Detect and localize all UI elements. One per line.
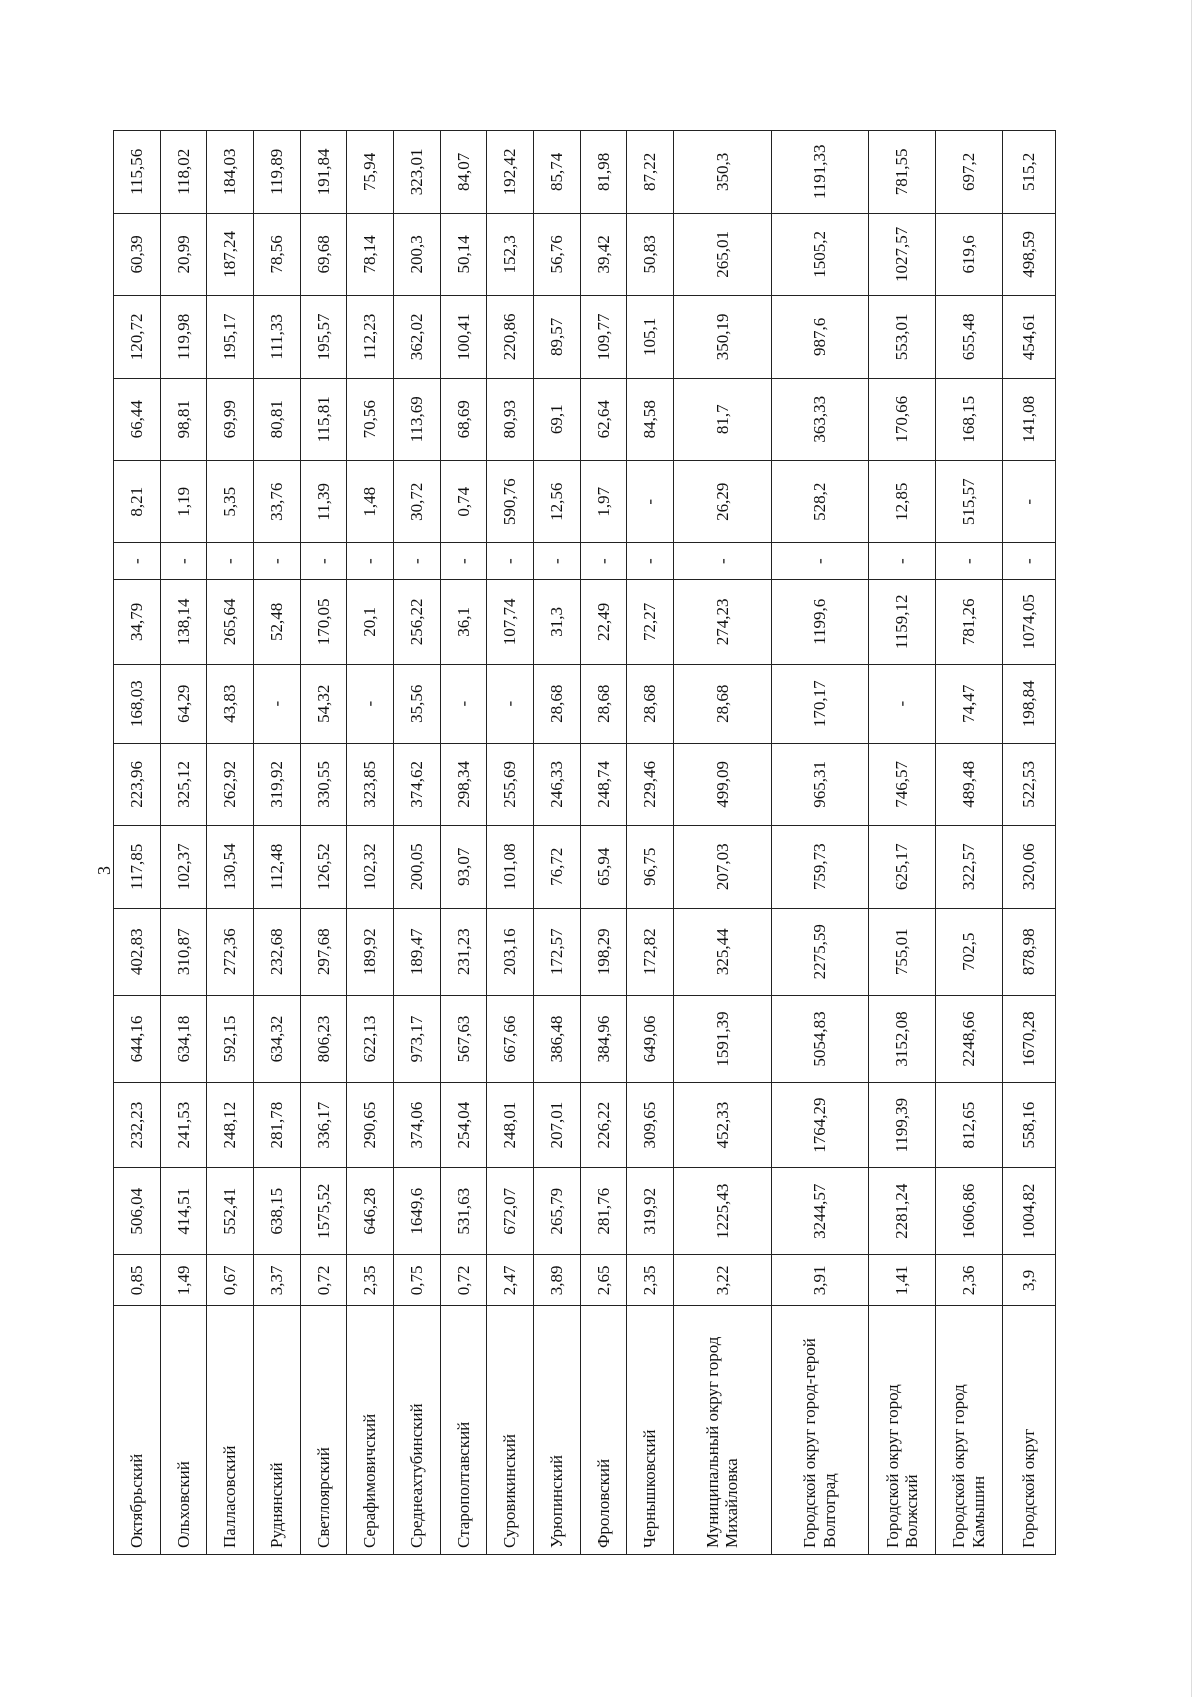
value-cell: 80,81 xyxy=(254,378,301,460)
value-cell: 452,33 xyxy=(674,1083,772,1168)
value-cell: - xyxy=(300,543,347,579)
value-cell: 126,52 xyxy=(300,826,347,908)
value-cell: - xyxy=(936,543,1003,579)
value-cell: 112,48 xyxy=(254,826,301,908)
value-cell: 69,68 xyxy=(300,213,347,295)
value-cell: - xyxy=(627,461,674,543)
value-cell: 590,76 xyxy=(487,461,534,543)
value-cell: 1225,43 xyxy=(674,1168,772,1255)
value-cell: 697,2 xyxy=(936,131,1003,214)
value-cell: 87,22 xyxy=(627,131,674,214)
table-row xyxy=(869,131,936,1555)
value-cell: - xyxy=(487,543,534,579)
value-cell: 203,16 xyxy=(487,908,534,995)
value-cell: - xyxy=(347,664,394,743)
table-row xyxy=(394,131,441,1555)
value-cell: 336,17 xyxy=(300,1083,347,1168)
value-cell: 1199,39 xyxy=(869,1083,936,1168)
value-cell: 1,19 xyxy=(160,461,207,543)
value-cell: 60,39 xyxy=(114,213,161,295)
table-row xyxy=(1002,131,1055,1555)
value-cell: 634,32 xyxy=(254,995,301,1082)
value-cell: 634,18 xyxy=(160,995,207,1082)
value-cell: 130,54 xyxy=(207,826,254,908)
value-cell: 3,91 xyxy=(771,1255,869,1306)
value-cell: 184,03 xyxy=(207,131,254,214)
value-cell: 5054,83 xyxy=(771,995,869,1082)
value-cell: 198,84 xyxy=(1002,664,1055,743)
value-cell: 246,33 xyxy=(534,743,581,825)
value-cell: 1074,05 xyxy=(1002,579,1055,664)
value-cell: 198,29 xyxy=(580,908,627,995)
table-wrapper xyxy=(113,130,1056,1555)
value-cell: 76,72 xyxy=(534,826,581,908)
value-cell: 965,31 xyxy=(771,743,869,825)
value-cell: 11,39 xyxy=(300,461,347,543)
value-cell: 226,22 xyxy=(580,1083,627,1168)
value-cell: 3,22 xyxy=(674,1255,772,1306)
page-number: 3 xyxy=(94,866,114,875)
table-row xyxy=(580,131,627,1555)
value-cell: 1191,33 xyxy=(771,131,869,214)
value-cell: 646,28 xyxy=(347,1168,394,1255)
value-cell: 2248,66 xyxy=(936,995,1003,1082)
value-cell: - xyxy=(254,543,301,579)
value-cell: 1764,29 xyxy=(771,1083,869,1168)
table-row xyxy=(771,131,869,1555)
value-cell: 625,17 xyxy=(869,826,936,908)
value-cell: 746,57 xyxy=(869,743,936,825)
value-cell: 3152,08 xyxy=(869,995,936,1082)
value-cell: 3,9 xyxy=(1002,1255,1055,1306)
value-cell: 36,1 xyxy=(440,579,487,664)
value-cell: 28,68 xyxy=(580,664,627,743)
value-cell: - xyxy=(440,543,487,579)
value-cell: - xyxy=(487,664,534,743)
value-cell: 195,17 xyxy=(207,296,254,378)
value-cell: 112,23 xyxy=(347,296,394,378)
value-cell: 84,58 xyxy=(627,378,674,460)
value-cell: 22,49 xyxy=(580,579,627,664)
value-cell: 12,56 xyxy=(534,461,581,543)
value-cell: - xyxy=(674,543,772,579)
value-cell: 322,57 xyxy=(936,826,1003,908)
value-cell: - xyxy=(1002,543,1055,579)
value-cell: 323,01 xyxy=(394,131,441,214)
value-cell: 28,68 xyxy=(627,664,674,743)
value-cell: 2,65 xyxy=(580,1255,627,1306)
region-name-cell: Городской округ город Камышин xyxy=(936,1306,1003,1555)
region-name-cell: Руднянский xyxy=(254,1306,301,1555)
value-cell: 232,23 xyxy=(114,1083,161,1168)
value-cell: 265,64 xyxy=(207,579,254,664)
value-cell: 223,96 xyxy=(114,743,161,825)
region-name-cell: Старополтавский xyxy=(440,1306,487,1555)
value-cell: 115,56 xyxy=(114,131,161,214)
value-cell: - xyxy=(1002,461,1055,543)
value-cell: 781,55 xyxy=(869,131,936,214)
value-cell: 592,15 xyxy=(207,995,254,1082)
value-cell: 101,08 xyxy=(487,826,534,908)
value-cell: 281,78 xyxy=(254,1083,301,1168)
table-row xyxy=(254,131,301,1555)
value-cell: 117,85 xyxy=(114,826,161,908)
table-row xyxy=(936,131,1003,1555)
value-cell: 30,72 xyxy=(394,461,441,543)
value-cell: 2,35 xyxy=(347,1255,394,1306)
region-name-cell: Палласовский xyxy=(207,1306,254,1555)
value-cell: 31,3 xyxy=(534,579,581,664)
value-cell: 2,47 xyxy=(487,1255,534,1306)
value-cell: - xyxy=(254,664,301,743)
value-cell: 80,93 xyxy=(487,378,534,460)
value-cell: 781,26 xyxy=(936,579,1003,664)
value-cell: 68,69 xyxy=(440,378,487,460)
value-cell: 78,14 xyxy=(347,213,394,295)
region-name-cell: Ольховский xyxy=(160,1306,207,1555)
value-cell: 189,47 xyxy=(394,908,441,995)
value-cell: 319,92 xyxy=(627,1168,674,1255)
value-cell: 1649,6 xyxy=(394,1168,441,1255)
value-cell: 20,99 xyxy=(160,213,207,295)
value-cell: 363,33 xyxy=(771,378,869,460)
value-cell: 0,74 xyxy=(440,461,487,543)
value-cell: 113,69 xyxy=(394,378,441,460)
value-cell: 1027,57 xyxy=(869,213,936,295)
value-cell: 187,24 xyxy=(207,213,254,295)
value-cell: 231,23 xyxy=(440,908,487,995)
value-cell: - xyxy=(114,543,161,579)
value-cell: 2,35 xyxy=(627,1255,674,1306)
value-cell: 8,21 xyxy=(114,461,161,543)
value-cell: 1606,86 xyxy=(936,1168,1003,1255)
value-cell: 0,75 xyxy=(394,1255,441,1306)
table-row xyxy=(674,131,772,1555)
value-cell: 2281,24 xyxy=(869,1168,936,1255)
value-cell: 255,69 xyxy=(487,743,534,825)
value-cell: 119,89 xyxy=(254,131,301,214)
value-cell: 102,32 xyxy=(347,826,394,908)
value-cell: 402,83 xyxy=(114,908,161,995)
value-cell: 141,08 xyxy=(1002,378,1055,460)
value-cell: - xyxy=(869,664,936,743)
value-cell: 111,33 xyxy=(254,296,301,378)
value-cell: 170,66 xyxy=(869,378,936,460)
value-cell: 105,1 xyxy=(627,296,674,378)
value-cell: 172,57 xyxy=(534,908,581,995)
region-name-cell: Муниципальный округ город Михайловка xyxy=(674,1306,772,1555)
value-cell: - xyxy=(771,543,869,579)
value-cell: 33,76 xyxy=(254,461,301,543)
value-cell: 454,61 xyxy=(1002,296,1055,378)
value-cell: 265,01 xyxy=(674,213,772,295)
value-cell: 3,89 xyxy=(534,1255,581,1306)
value-cell: 384,96 xyxy=(580,995,627,1082)
value-cell: 531,63 xyxy=(440,1168,487,1255)
value-cell: 3,37 xyxy=(254,1255,301,1306)
value-cell: 118,02 xyxy=(160,131,207,214)
scan-edge-line xyxy=(1191,0,1192,1697)
value-cell: 0,72 xyxy=(300,1255,347,1306)
value-cell: 72,27 xyxy=(627,579,674,664)
value-cell: 973,17 xyxy=(394,995,441,1082)
value-cell: 1670,28 xyxy=(1002,995,1055,1082)
value-cell: 1505,2 xyxy=(771,213,869,295)
value-cell: 84,07 xyxy=(440,131,487,214)
value-cell: - xyxy=(580,543,627,579)
value-cell: 54,32 xyxy=(300,664,347,743)
value-cell: 65,94 xyxy=(580,826,627,908)
value-cell: 69,1 xyxy=(534,378,581,460)
value-cell: 638,15 xyxy=(254,1168,301,1255)
value-cell: 297,68 xyxy=(300,908,347,995)
value-cell: 50,83 xyxy=(627,213,674,295)
value-cell: 56,76 xyxy=(534,213,581,295)
value-cell: 26,29 xyxy=(674,461,772,543)
value-cell: 2,36 xyxy=(936,1255,1003,1306)
value-cell: 325,12 xyxy=(160,743,207,825)
value-cell: 1,48 xyxy=(347,461,394,543)
table-row xyxy=(347,131,394,1555)
value-cell: 567,63 xyxy=(440,995,487,1082)
region-name-cell: Суровикинский xyxy=(487,1306,534,1555)
value-cell: 70,56 xyxy=(347,378,394,460)
value-cell: 28,68 xyxy=(534,664,581,743)
value-cell: 622,13 xyxy=(347,995,394,1082)
value-cell: 120,72 xyxy=(114,296,161,378)
value-cell: 1004,82 xyxy=(1002,1168,1055,1255)
value-cell: 191,84 xyxy=(300,131,347,214)
value-cell: 667,66 xyxy=(487,995,534,1082)
value-cell: 248,12 xyxy=(207,1083,254,1168)
table-row xyxy=(300,131,347,1555)
value-cell: 75,94 xyxy=(347,131,394,214)
value-cell: 64,29 xyxy=(160,664,207,743)
value-cell: 248,74 xyxy=(580,743,627,825)
value-cell: 414,51 xyxy=(160,1168,207,1255)
value-cell: 0,72 xyxy=(440,1255,487,1306)
value-cell: 515,57 xyxy=(936,461,1003,543)
value-cell: 229,46 xyxy=(627,743,674,825)
value-cell: 102,37 xyxy=(160,826,207,908)
value-cell: 0,85 xyxy=(114,1255,161,1306)
value-cell: 319,92 xyxy=(254,743,301,825)
value-cell: 34,79 xyxy=(114,579,161,664)
value-cell: 138,14 xyxy=(160,579,207,664)
value-cell: 522,53 xyxy=(1002,743,1055,825)
value-cell: 552,41 xyxy=(207,1168,254,1255)
value-cell: 119,98 xyxy=(160,296,207,378)
value-cell: 320,06 xyxy=(1002,826,1055,908)
value-cell: 189,92 xyxy=(347,908,394,995)
value-cell: - xyxy=(394,543,441,579)
value-cell: 878,98 xyxy=(1002,908,1055,995)
value-cell: - xyxy=(207,543,254,579)
value-cell: 207,01 xyxy=(534,1083,581,1168)
value-cell: 39,42 xyxy=(580,213,627,295)
value-cell: 528,2 xyxy=(771,461,869,543)
value-cell: 170,17 xyxy=(771,664,869,743)
value-cell: 81,7 xyxy=(674,378,772,460)
value-cell: 323,85 xyxy=(347,743,394,825)
value-cell: 672,07 xyxy=(487,1168,534,1255)
value-cell: 644,16 xyxy=(114,995,161,1082)
value-cell: - xyxy=(347,543,394,579)
value-cell: 987,6 xyxy=(771,296,869,378)
region-name-cell: Фроловский xyxy=(580,1306,627,1555)
value-cell: 107,74 xyxy=(487,579,534,664)
value-cell: 619,6 xyxy=(936,213,1003,295)
value-cell: 74,47 xyxy=(936,664,1003,743)
value-cell: 50,14 xyxy=(440,213,487,295)
data-table xyxy=(113,130,1056,1555)
value-cell: 309,65 xyxy=(627,1083,674,1168)
value-cell: - xyxy=(869,543,936,579)
value-cell: 1159,12 xyxy=(869,579,936,664)
value-cell: 12,85 xyxy=(869,461,936,543)
value-cell: 62,64 xyxy=(580,378,627,460)
value-cell: 1,97 xyxy=(580,461,627,543)
value-cell: 330,55 xyxy=(300,743,347,825)
value-cell: 0,67 xyxy=(207,1255,254,1306)
table-row xyxy=(160,131,207,1555)
table-row xyxy=(627,131,674,1555)
value-cell: 265,79 xyxy=(534,1168,581,1255)
value-cell: 170,05 xyxy=(300,579,347,664)
value-cell: 755,01 xyxy=(869,908,936,995)
value-cell: 310,87 xyxy=(160,908,207,995)
value-cell: 35,56 xyxy=(394,664,441,743)
table-row xyxy=(440,131,487,1555)
value-cell: 5,35 xyxy=(207,461,254,543)
table-row xyxy=(534,131,581,1555)
table-row xyxy=(114,131,161,1555)
value-cell: 195,57 xyxy=(300,296,347,378)
value-cell: 78,56 xyxy=(254,213,301,295)
value-cell: 1591,39 xyxy=(674,995,772,1082)
value-cell: 220,86 xyxy=(487,296,534,378)
value-cell: 362,02 xyxy=(394,296,441,378)
region-name-cell: Урюпинский xyxy=(534,1306,581,1555)
value-cell: - xyxy=(627,543,674,579)
value-cell: 109,77 xyxy=(580,296,627,378)
value-cell: 1,49 xyxy=(160,1255,207,1306)
region-name-cell: Чернышковский xyxy=(627,1306,674,1555)
value-cell: - xyxy=(160,543,207,579)
value-cell: 553,01 xyxy=(869,296,936,378)
value-cell: 192,42 xyxy=(487,131,534,214)
value-cell: 262,92 xyxy=(207,743,254,825)
region-name-cell: Светлоярский xyxy=(300,1306,347,1555)
value-cell: 3244,57 xyxy=(771,1168,869,1255)
value-cell: 66,44 xyxy=(114,378,161,460)
value-cell: 1199,6 xyxy=(771,579,869,664)
region-name-cell: Октябрьский xyxy=(114,1306,161,1555)
value-cell: 81,98 xyxy=(580,131,627,214)
value-cell: 558,16 xyxy=(1002,1083,1055,1168)
value-cell: 172,82 xyxy=(627,908,674,995)
value-cell: 290,65 xyxy=(347,1083,394,1168)
value-cell: 248,01 xyxy=(487,1083,534,1168)
value-cell: 489,48 xyxy=(936,743,1003,825)
value-cell: 232,68 xyxy=(254,908,301,995)
value-cell: 100,41 xyxy=(440,296,487,378)
value-cell: 85,74 xyxy=(534,131,581,214)
value-cell: 350,19 xyxy=(674,296,772,378)
value-cell: 702,5 xyxy=(936,908,1003,995)
value-cell: 200,05 xyxy=(394,826,441,908)
value-cell: 207,03 xyxy=(674,826,772,908)
value-cell: 43,83 xyxy=(207,664,254,743)
value-cell: 254,04 xyxy=(440,1083,487,1168)
value-cell: 69,99 xyxy=(207,378,254,460)
value-cell: 256,22 xyxy=(394,579,441,664)
value-cell: - xyxy=(534,543,581,579)
value-cell: 200,3 xyxy=(394,213,441,295)
region-name-cell: Среднеахтубинский xyxy=(394,1306,441,1555)
value-cell: 98,81 xyxy=(160,378,207,460)
region-name-cell: Городской округ xyxy=(1002,1306,1055,1555)
value-cell: 281,76 xyxy=(580,1168,627,1255)
region-name-cell: Серафимовичский xyxy=(347,1306,394,1555)
value-cell: 89,57 xyxy=(534,296,581,378)
value-cell: 152,3 xyxy=(487,213,534,295)
value-cell: 168,03 xyxy=(114,664,161,743)
value-cell: 96,75 xyxy=(627,826,674,908)
value-cell: 374,62 xyxy=(394,743,441,825)
value-cell: 498,59 xyxy=(1002,213,1055,295)
region-name-cell: Городской округ город Волжский xyxy=(869,1306,936,1555)
value-cell: 325,44 xyxy=(674,908,772,995)
value-cell: 515,2 xyxy=(1002,131,1055,214)
value-cell: 806,23 xyxy=(300,995,347,1082)
value-cell: 93,07 xyxy=(440,826,487,908)
value-cell: 649,06 xyxy=(627,995,674,1082)
value-cell: 1,41 xyxy=(869,1255,936,1306)
value-cell: 374,06 xyxy=(394,1083,441,1168)
region-name-cell: Городской округ город-герой Волгоград xyxy=(771,1306,869,1555)
value-cell: 272,36 xyxy=(207,908,254,995)
value-cell: 1575,52 xyxy=(300,1168,347,1255)
value-cell: 655,48 xyxy=(936,296,1003,378)
value-cell: 168,15 xyxy=(936,378,1003,460)
value-cell: 506,04 xyxy=(114,1168,161,1255)
value-cell: 350,3 xyxy=(674,131,772,214)
value-cell: 499,09 xyxy=(674,743,772,825)
table-row xyxy=(207,131,254,1555)
value-cell: 115,81 xyxy=(300,378,347,460)
value-cell: 2275,59 xyxy=(771,908,869,995)
value-cell: - xyxy=(440,664,487,743)
value-cell: 28,68 xyxy=(674,664,772,743)
value-cell: 298,34 xyxy=(440,743,487,825)
value-cell: 241,53 xyxy=(160,1083,207,1168)
value-cell: 52,48 xyxy=(254,579,301,664)
value-cell: 759,73 xyxy=(771,826,869,908)
value-cell: 812,65 xyxy=(936,1083,1003,1168)
table-row xyxy=(487,131,534,1555)
value-cell: 274,23 xyxy=(674,579,772,664)
value-cell: 20,1 xyxy=(347,579,394,664)
value-cell: 386,48 xyxy=(534,995,581,1082)
